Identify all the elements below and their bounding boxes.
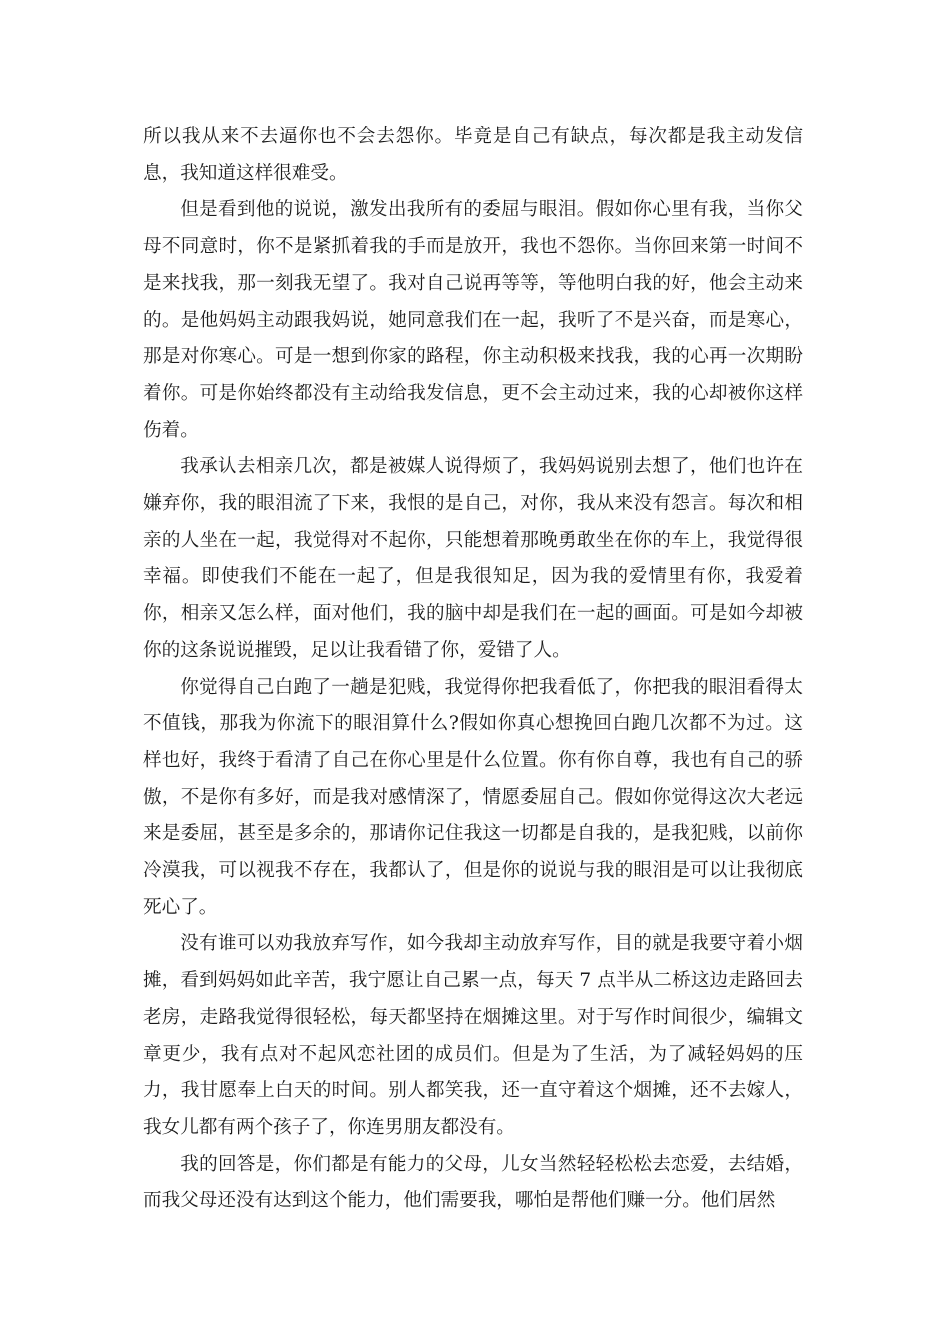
paragraph-6: 我的回答是，你们都是有能力的父母，儿女当然轻轻松松去恋爱，去结婚，而我父母还没有达到这个能力，他们需要我，哪怕是帮他们赚一分。他们居然 — [143, 1153, 803, 1212]
paragraph-3: 我承认去相亲几次，都是被媒人说得烦了，我妈妈说别去想了，他们也许在嫌弃你，我的眼泪流了下来，我恨的是自己，对你，我从来没有怨言。每次和相亲的人坐在一起，我觉得对不起你，只能想着那晚勇敢坐在你的车上，我觉得很幸福。即使我们不能在一起了，但是我很知足，因为我的爱情里有你，我爱着你，相亲又怎么样，面对他们，我的脑中却是我们在一起的画面。可是如今却被你的这条说说摧毁，足以让我看错了你，爱错了人。 — [143, 456, 803, 661]
paragraph-1: 所以我从来不去逼你也不会去怨你。毕竟是自己有缺点，每次都是我主动发信息，我知道这样很难受。 — [143, 126, 803, 184]
document-body — [143, 119, 803, 1220]
paragraph-2: 但是看到他的说说，激发出我所有的委屈与眼泪。假如你心里有我，当你父母不同意时，你不是紧抓着我的手而是放开，我也不怨你。当你回来第一时间不是来找我，那一刻我无望了。我对自己说再等等，等他明白我的好，他会主动来的。是他妈妈主动跟我妈说，她同意我们在一起，我听了不是兴奋，而是寒心，那是对你寒心。可是一想到你家的路程，你主动积极来找我，我的心再一次期盼着你。可是你始终都没有主动给我发信息，更不会主动过来，我的心却被你这样伤着。 — [143, 199, 803, 441]
paragraph-4: 你觉得自己白跑了一趟是犯贱，我觉得你把我看低了，你把我的眼泪看得太不值钱，那我为你流下的眼泪算什么?假如你真心想挽回白跑几次都不为过。这样也好，我终于看清了自己在你心里是什么位置。你有你自尊，我也有自己的骄傲，不是你有多好，而是我对感情深了，情愿委屈自己。假如你觉得这次大老远来是委屈，甚至是多余的，那请你记住我这一切都是自我的，是我犯贱，以前你冷漠我，可以视我不存在，我都认了，但是你的说说与我的眼泪是可以让我彻底死心了。 — [143, 676, 803, 918]
paragraph-5: 没有谁可以劝我放弃写作，如今我却主动放弃写作，目的就是我要守着小烟摊，看到妈妈如此辛苦，我宁愿让自己累一点，每天 7 点半从二桥这边走路回去老房，走路我觉得很轻松，每天都坚持在烟摊这里。对于写作时间很少，编辑文章更少，我有点对不起风恋社团的成员们。但是为了生活，为了减轻妈妈的压力，我甘愿奉上白天的时间。别人都笑我，还一直守着这个烟摊，还不去嫁人，我女儿都有两个孩子了，你连男朋友都没有。 — [143, 933, 803, 1138]
